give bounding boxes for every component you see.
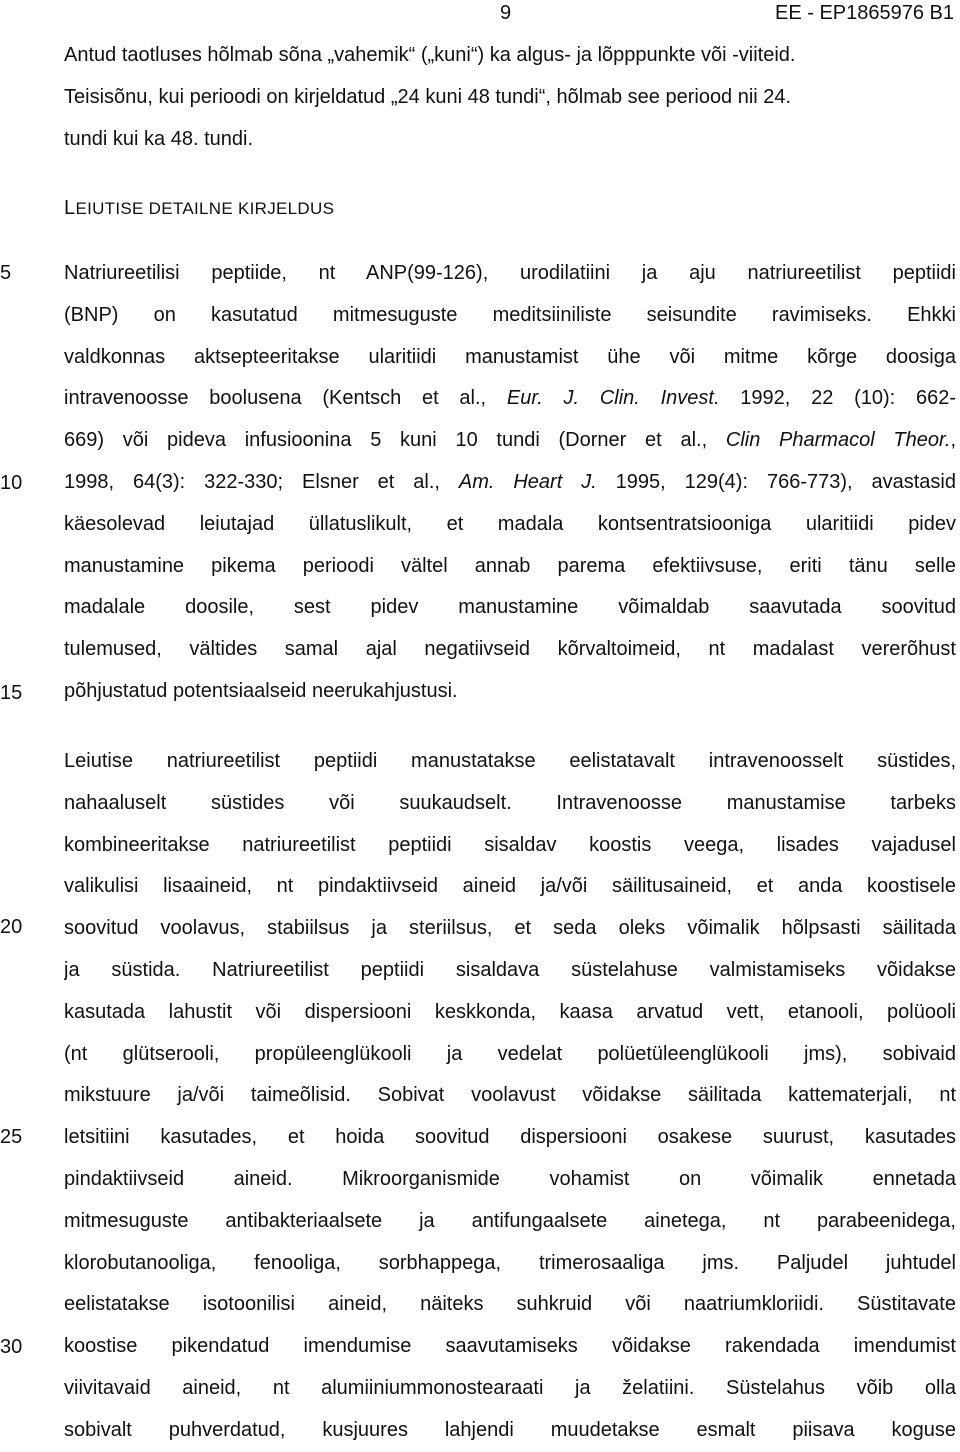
paragraph-line: (BNP) on kasutatud mitmesuguste meditsiiniliste seisundite ravimiseks. Ehkki: [64, 303, 956, 326]
section-heading: [64, 188, 956, 230]
paragraph-line: Leiutise natriureetilist peptiidi manustatakse eelistatavalt intravenoosselt süstides,: [64, 750, 956, 772]
page-header: [0, 0, 960, 30]
paragraph-line: [64, 462, 956, 504]
paragraph-line: valikulisi lisaaineid, nt pindaktiivseid aineid ja/või säilitusaineid, et anda koostisele: [64, 875, 956, 898]
paragraph-line: [64, 420, 956, 462]
text-run: 1998, 64(3): 322-330; Elsner et al.,: [64, 470, 459, 493]
intro-line: tundi kui ka 48. tundi.: [64, 127, 254, 150]
paragraph-line: eelistatakse isotoonilisi aineid, näiteks suhkruid või naatriumkloriidi. Süstitavate: [64, 1293, 956, 1316]
paragraph-line: Natriureetilisi peptiide, nt ANP(99-126), urodilatiini ja aju natriureetilist peptiidi: [64, 262, 956, 284]
paragraph-line: [64, 378, 956, 420]
line-number-15: 15: [0, 682, 23, 704]
intro-line: Teisisõnu, kui perioodi on kirjeldatud „24 kuni 48 tundi“, hõlmab see periood nii 24.: [64, 85, 792, 108]
paragraph-line: viivitavaid aineid, nt alumiiniummonostearaati ja želatiini. Süstelahus võib olla: [64, 1376, 956, 1399]
paragraph-line: käesolevad leiutajad üllatuslikult, et madala kontsentratsiooniga ularitiidi pidev: [64, 512, 956, 535]
line-number-25: 25: [0, 1126, 23, 1148]
line-number-20: 20: [0, 916, 23, 938]
paragraph-line: kombineeritakse natriureetilist peptiidi sisaldav koostis veega, lisades vajadusel: [64, 833, 956, 856]
text-run: 669) või pideva infusioonina 5 kuni 10 tundi (Dorner et al.,: [64, 429, 726, 452]
line-number-5: 5: [0, 262, 12, 284]
intro-paragraph: [64, 35, 956, 160]
paragraph-line: letsitiini kasutades, et hoida soovitud dispersiooni osakese suurust, kasutades: [64, 1126, 956, 1149]
text-run: intravenoosse boolusena (Kentsch et al.,: [64, 387, 507, 410]
paragraph-line: valdkonnas aktsepteeritakse ularitiidi manustamist ühe või mitme kõrge doosiga: [64, 345, 956, 368]
line-number-30: 30: [0, 1336, 23, 1358]
paragraph-line: põhjustatud potentsiaalseid neerukahjustusi.: [64, 679, 458, 702]
paragraph-line: koostise pikendatud imendumise saavutamiseks võidakse rakendada imendumist: [64, 1335, 956, 1358]
intro-line: Antud taotluses hõlmab sõna „vahemik“ („kuni“) ka algus- ja lõpppunkte või -viiteid.: [64, 44, 796, 66]
line-number-10: 10: [0, 472, 23, 494]
text-run: 1992, 22 (10): 662-: [719, 387, 956, 410]
paragraph-2: [64, 741, 956, 1452]
paragraph-line: (nt glütserooli, propüleenglükooli ja vedelat polüetüleenglükooli jms), sobivaid: [64, 1042, 956, 1065]
paragraph-1: [64, 253, 956, 713]
paragraph-line: ja süstida. Natriureetilist peptiidi sisaldava süstelahuse valmistamiseks võidakse: [64, 958, 956, 981]
paragraph-line: pindaktiivseid aineid. Mikroorganismide vohamist on võimalik ennetada: [64, 1167, 956, 1190]
journal-title: Clin Pharmacol Theor.: [725, 429, 951, 452]
paragraph-line: tulemused, vältides samal ajal negatiivseid kõrvaltoimeid, nt madalast vererõhust: [64, 638, 956, 661]
paragraph-line: klorobutanooliga, fenooliga, sorbhappega, trimerosaaliga jms. Paljudel juhtudel: [64, 1251, 956, 1274]
text-run: ,: [950, 429, 956, 452]
journal-title: Eur. J. Clin. Invest.: [506, 387, 720, 410]
paragraph-line: nahaaluselt süstides või suukaudselt. Intravenoosse manustamise tarbeks: [64, 791, 956, 814]
heading-first-letter: L: [64, 197, 76, 219]
heading-text: EIUTISE DETAILNE KIRJELDUS: [75, 199, 335, 218]
paragraph-line: mitmesuguste antibakteriaalsete ja antifungaalsete ainetega, nt parabeenidega,: [64, 1209, 956, 1232]
paragraph-line: madalale doosile, sest pidev manustamine võimaldab saavutada soovitud: [64, 596, 956, 619]
paragraph-line: sobivalt puhverdatud, kusjuures lahjendi muudetakse esmalt piisava koguse: [64, 1418, 956, 1441]
document-id: EE - EP1865976 B1: [774, 2, 954, 24]
page-number: 9: [500, 2, 512, 24]
paragraph-line: soovitud voolavus, stabiilsus ja steriilsus, et seda oleks võimalik hõlpsasti säilitada: [64, 917, 956, 940]
text-run: 1995, 129(4): 766-773), avastasid: [596, 470, 956, 493]
paragraph-line: mikstuure ja/või taimeõlisid. Sobivat voolavust võidakse säilitada kattematerjali, nt: [64, 1084, 956, 1107]
paragraph-line: manustamine pikema perioodi vältel annab parema efektiivsuse, eriti tänu selle: [64, 554, 956, 577]
journal-title: Am. Heart J.: [458, 470, 597, 493]
paragraph-line: kasutada lahustit või dispersiooni keskkonda, kaasa arvatud vett, etanooli, polüooli: [64, 1000, 956, 1023]
